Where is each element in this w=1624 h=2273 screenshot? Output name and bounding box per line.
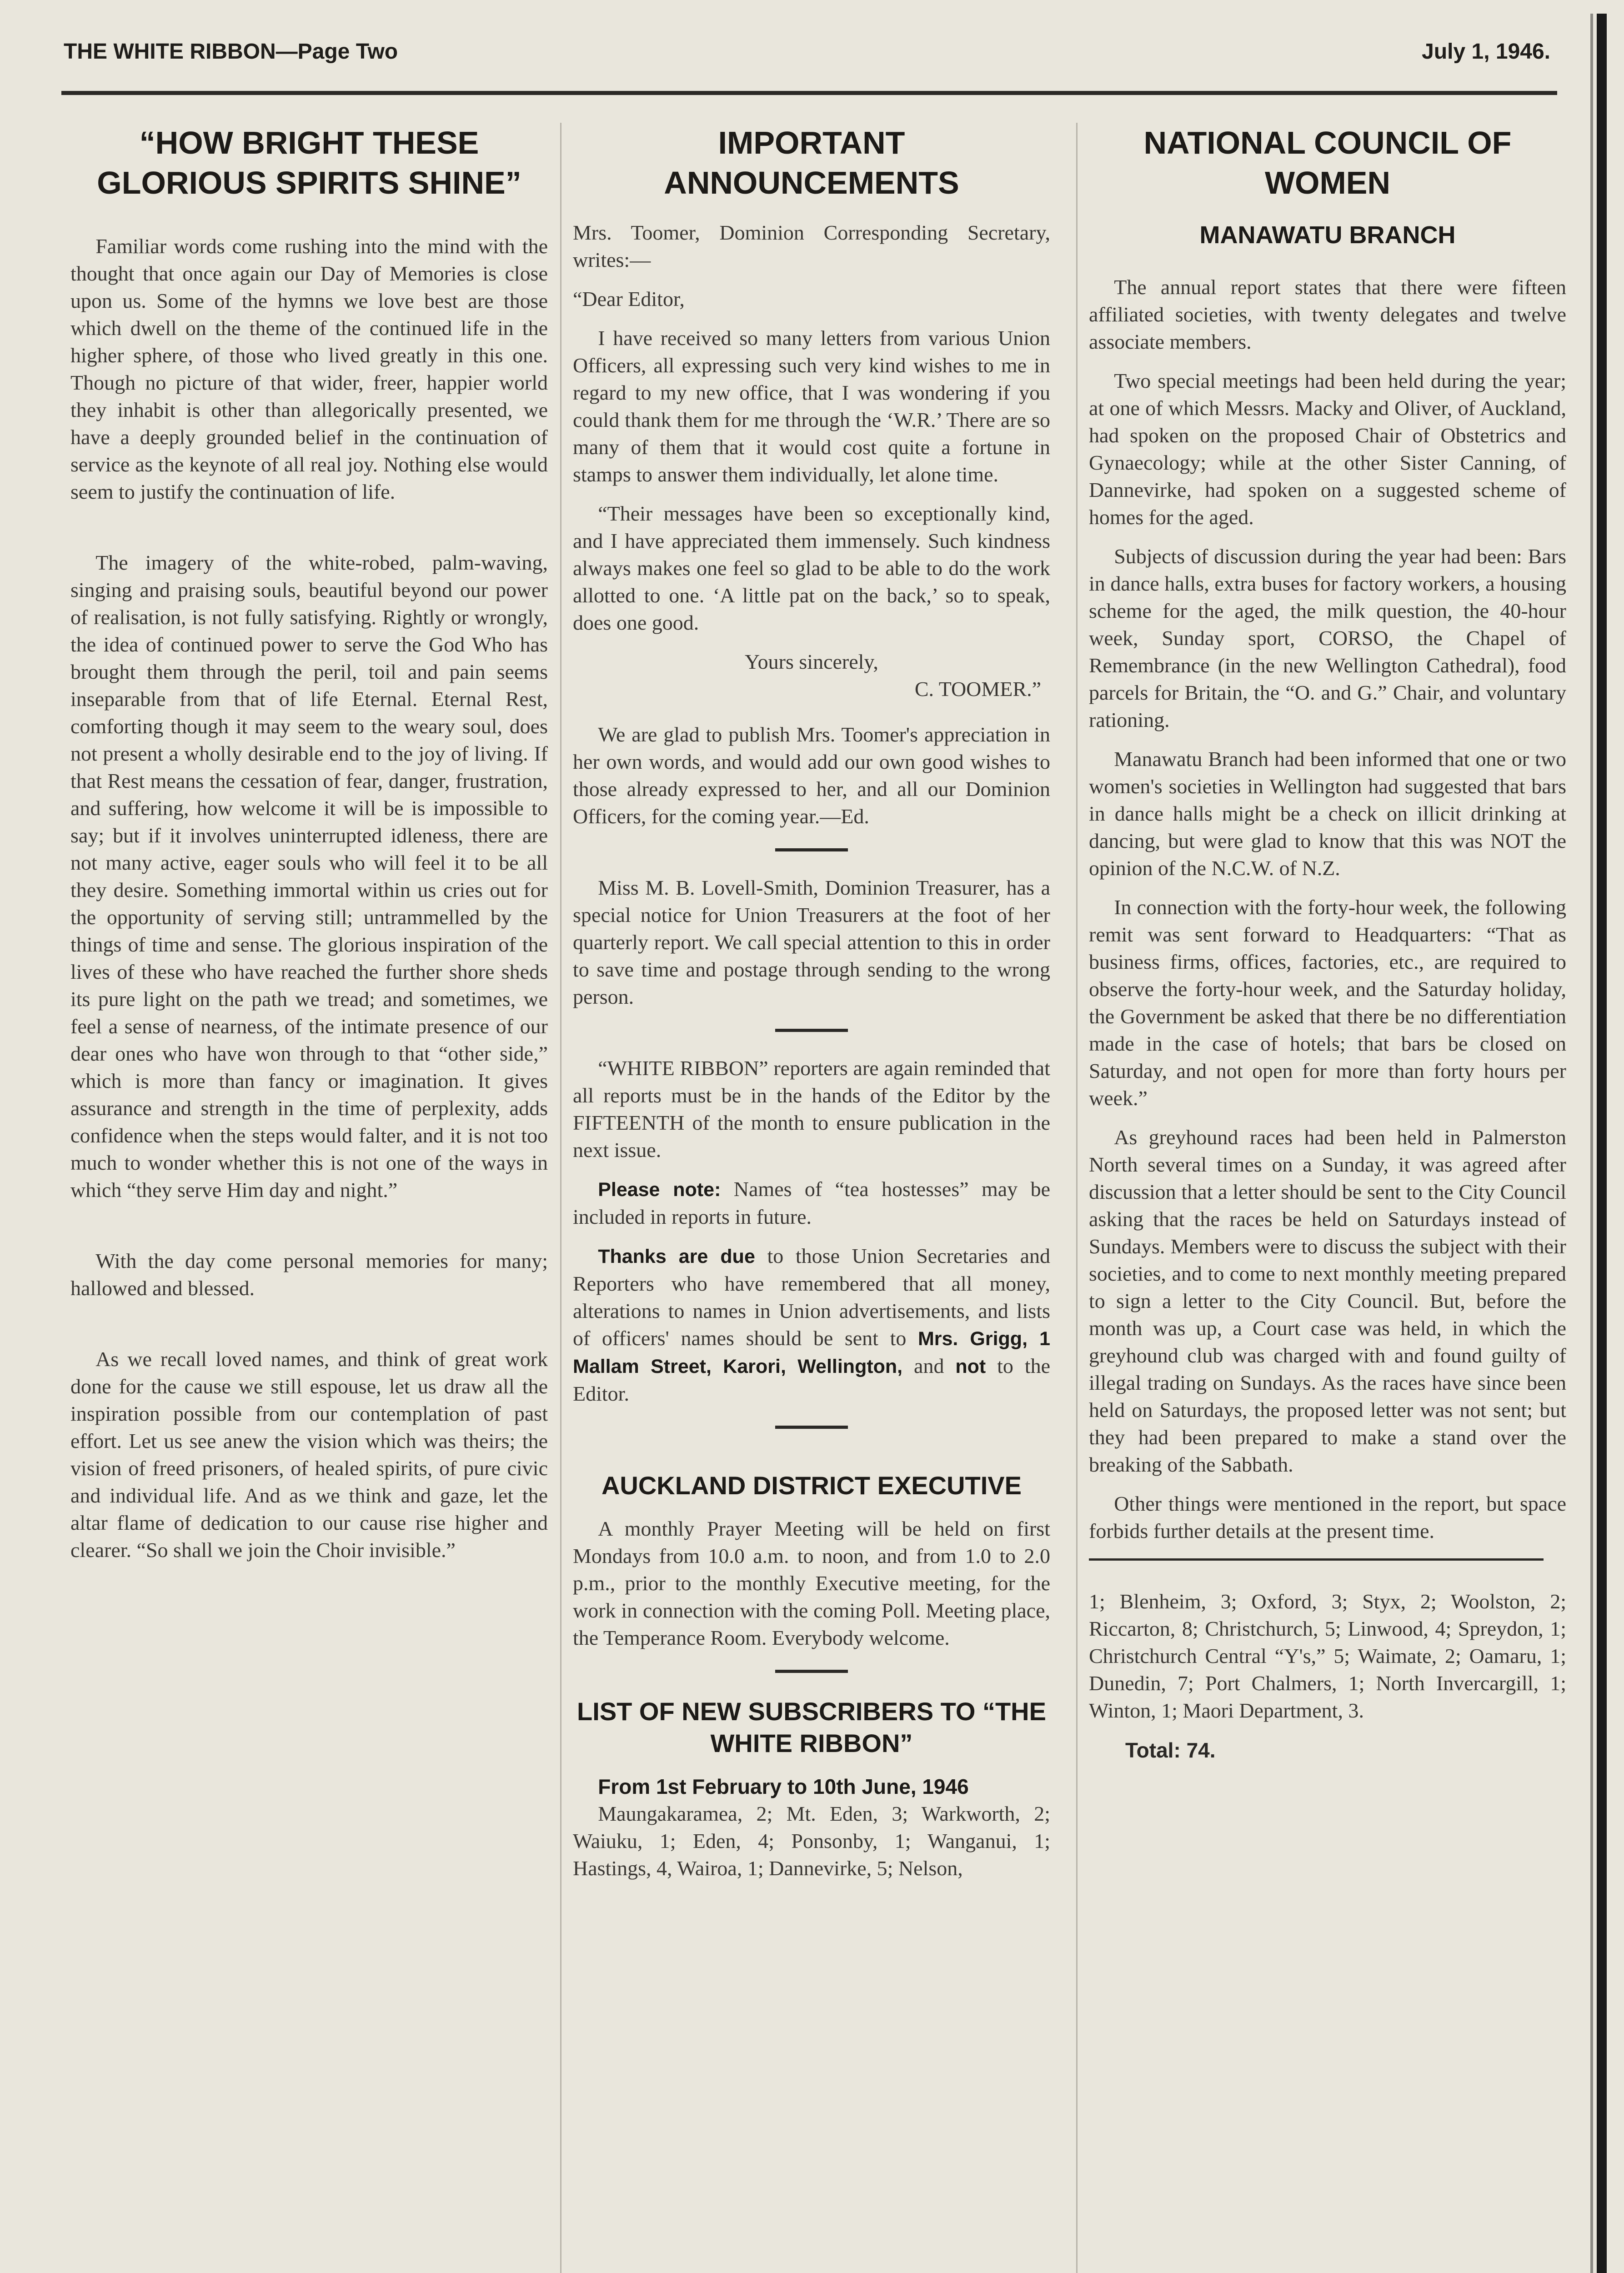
issue-date: July 1, 1946. bbox=[1422, 40, 1550, 64]
article-title: “HOW BRIGHT THESE GLORIOUS SPIRITS SHINE” bbox=[97, 125, 521, 200]
header-rule bbox=[61, 91, 1557, 95]
page-header bbox=[64, 35, 1550, 72]
article-subtitle: MANAWATU BRANCH bbox=[1199, 221, 1456, 249]
section-rule bbox=[1089, 1558, 1544, 1561]
subscribers-list-continued: 1; Blenheim, 3; Oxford, 3; Styx, 2; Woolston, 2; Riccarton, 8; Christchurch, 5; Linwood, 4; Spreydon, 1; Christchurch Central “Y's,” 5; Waimate, 2; Oamaru, 1; Dunedin, 7; Port Chalmers, 1; North Invercargill, 1; Winton, 1; Maori Department, 3. bbox=[1089, 1590, 1566, 1722]
paragraph: As greyhound races had been held in Palmerston North several times on a Sunday, it was agreed after discussion that a letter should be sent to the City Council asking that the races be held on Saturdays instead of Sundays. Members were to discuss the subject with their societies, and to come to next monthly meeting prepared to sign a letter to the City Council. But, before the month was up, a Court case was held, in which the greyhound club was charged with and found guilty of illegal trading on Sundays. As the races have since been held on Saturdays, the proposed letter was not sent; but they had been prepared to make a stand over the breaking of the Sabbath. bbox=[1089, 1126, 1566, 1476]
thanks-and: and bbox=[914, 1354, 944, 1377]
paragraph: “Their messages have been so exceptionally kind, and I have appreciated them immensely. Such kindness always makes one feel so glad to be able to do the work allotted to one. ‘A little pat on the back,’ so to speak, does one good. bbox=[573, 502, 1050, 634]
paragraph-please-note bbox=[573, 1176, 1050, 1231]
section-title: LIST OF NEW SUBSCRIBERS TO “THE WHITE RIBBON” bbox=[577, 1697, 1046, 1757]
article-title: NATIONAL COUNCIL OF WOMEN bbox=[1143, 125, 1512, 200]
running-title: THE WHITE RIBBON—Page Two bbox=[64, 40, 398, 64]
please-note-text: Names of “tea hostesses” may be included in reports in future. bbox=[573, 1177, 1050, 1228]
column-editorial bbox=[70, 123, 548, 2273]
column-divider bbox=[560, 123, 561, 2273]
please-note-label: Please note: bbox=[598, 1179, 721, 1201]
subscribers-list: Maungakaramea, 2; Mt. Eden, 3; Warkworth, 2; Waiuku, 1; Eden, 4; Ponsonby, 1; Wanganui, 1; Hastings, 4, Wairoa, 1; Dannevirke, 5; Nelson, bbox=[573, 1802, 1050, 1880]
column-divider bbox=[1076, 123, 1078, 2273]
paragraph: I have received so many letters from various Union Officers, all expressing such very kind wishes to me in regard to my new office, that I was wondering if you could thank them for me through the ‘W.R.’ There are so many of them that it would cost quite a fortune in stamps to answer them individually, let alone time. bbox=[573, 326, 1050, 486]
thanks-end: to the Editor. bbox=[573, 1354, 1050, 1405]
paragraph: A monthly Prayer Meeting will be held on first Mondays from 10.0 a.m. to noon, and from 1.0 to 2.0 p.m., prior to the monthly Executive meeting, for the work in connection with the coming Poll. Meeting place, the Temperance Room. Everybody welcome. bbox=[573, 1517, 1050, 1649]
thanks-text: to those Union Secretaries and Reporters who have remembered that all money, alterations to names in Union advertisements, and lists of officers' names should be sent to bbox=[573, 1244, 1050, 1350]
page-edge-shadow bbox=[1590, 14, 1593, 2273]
paragraph: The annual report states that there were fifteen affiliated societies, with twenty delegates and twelve associate members. bbox=[1089, 275, 1566, 353]
letter-intro: Mrs. Toomer, Dominion Corresponding Secretary, writes:— bbox=[573, 221, 1050, 271]
thanks-not: not bbox=[955, 1356, 986, 1377]
paragraph: In connection with the forty-hour week, the following remit was sent forward to Headquarters: “That as business firms, offices, factories, etc., are required to observe the forty-hour week, and the Saturday holiday, the Government be asked that there be no differentiation made in the case of hotels; that bars be closed on Saturday, and not open for more than forty hours per week.” bbox=[1089, 896, 1566, 1110]
section-title: AUCKLAND DISTRICT EXECUTIVE bbox=[601, 1471, 1022, 1500]
page-edge-binding bbox=[1597, 14, 1607, 2273]
section-rule bbox=[775, 1029, 848, 1032]
paragraph: Subjects of discussion during the year had been: Bars in dance halls, extra buses for factory workers, a housing scheme for the aged, the milk question, the 40-hour week, Sunday sport, CORSO, the Chapel of Remembrance (in the new Wellington Cathedral), food parcels for Britain, the “O. and G.” Chair, and voluntary rationing. bbox=[1089, 545, 1566, 731]
subscribers-date-range: From 1st February to 10th June, 1946 bbox=[598, 1775, 969, 1798]
paragraph: Two special meetings had been held during the year; at one of which Messrs. Macky and Oliver, of Auckland, had spoken on the proposed Chair of Obstetrics and Gynaecology; while at the other Sister Canning, of Dannevirke, had spoken on a suggested scheme of homes for the aged. bbox=[1089, 369, 1566, 529]
paragraph: Miss M. B. Lovell-Smith, Dominion Treasurer, has a special notice for Union Treasurers at the foot of her quarterly report. We call special attention to this in order to save time and postage through sending to the wrong person. bbox=[573, 876, 1050, 1008]
subscribers-total: Total: 74. bbox=[1125, 1738, 1216, 1762]
letter-salutation: “Dear Editor, bbox=[573, 287, 685, 310]
paragraph: We are glad to publish Mrs. Toomer's appreciation in her own words, and would add our own good wishes to those already expressed to her, and all our Dominion Officers, for the coming year.—Ed. bbox=[573, 723, 1050, 828]
article-title: IMPORTANT ANNOUNCEMENTS bbox=[664, 125, 959, 200]
section-rule bbox=[775, 848, 848, 851]
column-announcements bbox=[573, 123, 1050, 2273]
paragraph: Other things were mentioned in the report, but space forbids further details at the present time. bbox=[1089, 1492, 1566, 1542]
paragraph: Manawatu Branch had been informed that one or two women's societies in Wellington had suggested that bars in dance halls might be a check on illicit drinking at dancing, but were glad to know that this was NOT the opinion of the N.C.W. of N.Z. bbox=[1089, 747, 1566, 880]
paragraph: The imagery of the white-robed, palm-waving, singing and praising souls, beautiful beyond our power of realisation, is not fully satisfying. Rightly or wrongly, the idea of continued power to serve the God Who has brought them through the peril, toil and pain seems inseparable from that of life Eternal. Eternal Rest, comforting though it may seem to the weary soul, does not present a wholly desirable end to the joy of living. If that Rest means the cessation of fear, danger, frustration, and suffering, how welcome it will be is impossible to say; but if it involves uninterrupted idleness, there are not many active, eager souls who will feel it to be all they desire. Something immortal within us cries out for the opportunity of serving still; untrammelled by the things of time and sense. The glorious inspiration of the lives of these who have reached the further shore sheds its pure light on the path we tread; and sometimes, we feel a sense of nearness, of the intimate presence of our dear ones who have won through to that “other side,” which is more than fancy or imagination. It gives assurance and strength in the time of perplexity, adds confidence when the steps would falter, and it is not too much to wonder whether this is not one of the ways in which “they serve Him day and night.” bbox=[70, 551, 548, 1202]
paragraph: “WHITE RIBBON” reporters are again reminded that all reports must be in the hands of the Editor by the FIFTEENTH of the month to ensure publication in the next issue. bbox=[573, 1056, 1050, 1162]
paragraph-thanks bbox=[573, 1242, 1050, 1407]
section-rule bbox=[775, 1426, 848, 1429]
paragraph: Familiar words come rushing into the mind with the thought that once again our Day of Memories is close upon us. Some of the hymns we love best are those which dwell on the theme of the continued life in the higher sphere, of those who lived greatly in this one. Though no picture of that wider, freer, happier world they inhabit is other than allegorically presented, we have a deeply grounded belief in the continuation of service as the keynote of all real joy. Nothing else would seem to justify the continuation of life. bbox=[70, 235, 548, 503]
thanks-label: Thanks are due bbox=[598, 1246, 755, 1267]
column-ncw bbox=[1089, 123, 1566, 2273]
paragraph: As we recall loved names, and think of great work done for the cause we still espouse, let us draw all the inspiration possible from our contemplation of past effort. Let us see anew the vision which was theirs; the vision of freed prisoners, of healed spirits, of pure civic and individual life. And as we think and gaze, let the altar flame of dedication to our cause rise higher and clearer. “So shall we join the Choir invisible.” bbox=[70, 1347, 548, 1562]
letter-signoff: Yours sincerely, bbox=[745, 650, 878, 673]
thanks-address: Mrs. Grigg, 1 Mallam Street, Karori, Wellington, bbox=[573, 1328, 1050, 1377]
letter-signature: C. TOOMER.” bbox=[914, 677, 1041, 701]
section-rule bbox=[775, 1670, 848, 1673]
paragraph: With the day come personal memories for many; hallowed and blessed. bbox=[70, 1249, 548, 1300]
